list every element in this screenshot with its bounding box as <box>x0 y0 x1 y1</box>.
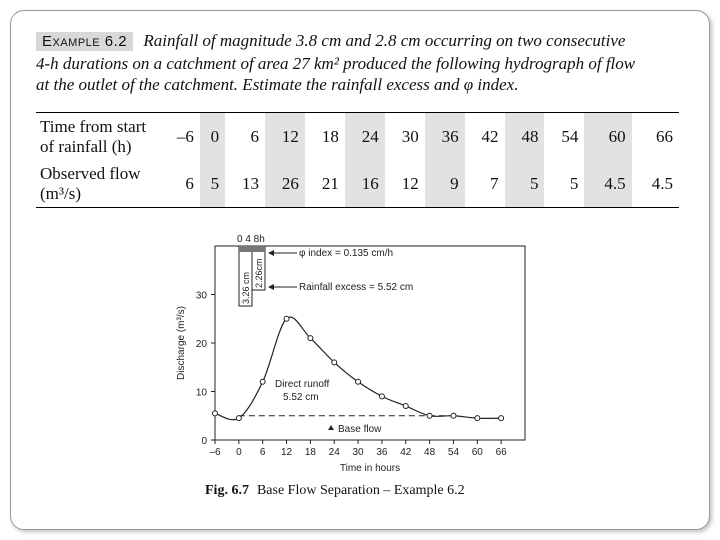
y-tick-label: 30 <box>195 290 207 302</box>
time-cell: 6 <box>250 126 259 146</box>
x-tick-label: 30 <box>352 447 364 458</box>
row-header-flow-line2: (m³/s) <box>40 183 81 203</box>
time-cell: 30 <box>401 126 419 146</box>
data-point <box>332 360 337 365</box>
data-point <box>236 416 241 421</box>
data-point <box>451 413 456 418</box>
data-table <box>36 112 679 208</box>
data-point <box>284 316 289 321</box>
data-point <box>499 416 504 421</box>
phi-index-label: φ index = 0.135 cm/h <box>299 248 394 259</box>
x-tick-label: 66 <box>495 447 507 458</box>
x-tick-label: –6 <box>209 447 221 458</box>
data-point <box>356 379 361 384</box>
x-tick-label: 12 <box>280 447 293 458</box>
data-point <box>260 379 265 384</box>
flow-cell: 16 <box>345 160 385 207</box>
flow-cell: 4.5 <box>584 160 631 207</box>
direct-runoff-label-2: 5.52 cm <box>283 392 319 403</box>
phi-arrow-head <box>268 250 274 256</box>
x-tick-label: 42 <box>400 447 412 458</box>
example-text-line-3: at the outlet of the catchment. Estimate the rainfall excess and φ index. <box>36 75 519 94</box>
x-axis-label: Time in hours <box>339 463 401 474</box>
bar1-depth-label: 3.26 cm <box>241 271 251 304</box>
data-point <box>379 394 384 399</box>
row-header-time-line2: of rainfall (h) <box>40 136 132 156</box>
flow-cell: 21 <box>321 173 339 193</box>
example-label: Example 6.2 <box>36 32 133 51</box>
data-point <box>403 404 408 409</box>
base-flow-marker <box>328 425 334 430</box>
flow-cell: 5 <box>569 173 579 193</box>
flow-cell: 6 <box>185 173 194 193</box>
table-row-time <box>36 113 679 160</box>
flow-cell: 13 <box>242 173 259 193</box>
time-cell: 66 <box>656 126 673 146</box>
base-flow-label: Base flow <box>338 424 382 435</box>
time-cell: 42 <box>481 126 499 146</box>
table-row-flow <box>36 160 679 207</box>
example-text-line-1: Rainfall of magnitude 3.8 cm and 2.8 cm occurring on two consecutive <box>143 31 626 50</box>
figure-number: Fig. 6.7 <box>205 483 249 498</box>
time-cell: –6 <box>176 126 194 146</box>
time-cell: 24 <box>345 113 385 160</box>
flow-cell: 9 <box>425 160 465 207</box>
time-cell: 54 <box>561 126 579 146</box>
flow-cell: 7 <box>490 173 499 193</box>
y-axis-label: Discharge (m³/s) <box>176 306 187 380</box>
flow-cell: 4.5 <box>651 173 673 193</box>
flow-cell: 5 <box>200 160 225 207</box>
row-header-flow-line1: Observed flow <box>40 163 141 183</box>
flow-cell: 26 <box>265 160 305 207</box>
row-header-time-line1: Time from start <box>40 116 147 136</box>
hydrograph-curve <box>215 317 501 420</box>
y-tick-label: 20 <box>195 339 207 350</box>
row-header-time <box>36 113 160 160</box>
data-point <box>213 411 218 416</box>
time-cell: 60 <box>584 113 631 160</box>
y-tick-label: 0 <box>201 436 207 447</box>
x-tick-label: 6 <box>259 447 266 458</box>
row-header-flow <box>36 160 160 207</box>
figure-title: Base Flow Separation – Example 6.2 <box>256 483 465 498</box>
top-time-axis: 0 4 8h <box>237 234 265 245</box>
x-tick-label: 60 <box>471 447 483 458</box>
bar2-depth-label: 2.26cm <box>254 258 264 288</box>
flow-cell: 12 <box>401 173 419 193</box>
example-text-line-2: 4-h durations on a catchment of area 27 km² produced the following hydrograph of flow <box>36 53 636 73</box>
excess-arrow-head <box>268 284 274 290</box>
time-cell: 18 <box>321 126 339 146</box>
data-point <box>475 416 480 421</box>
x-tick-label: 54 <box>447 447 460 458</box>
flow-cell: 5 <box>505 160 545 207</box>
time-cell: 48 <box>505 113 545 160</box>
data-point <box>427 413 432 418</box>
direct-runoff-label-1: Direct runoff <box>275 379 330 390</box>
time-cell: 0 <box>200 113 225 160</box>
x-tick-label: 36 <box>376 447 388 458</box>
time-cell: 36 <box>425 113 465 160</box>
y-tick-label: 10 <box>195 387 207 399</box>
phi-loss-hatch <box>239 246 265 252</box>
x-tick-label: 0 <box>236 447 242 458</box>
time-cell: 12 <box>265 113 305 160</box>
example-paragraph <box>36 30 686 96</box>
x-tick-label: 24 <box>328 447 340 458</box>
rainfall-excess-label: Rainfall excess = 5.52 cm <box>299 282 414 293</box>
x-tick-label: 18 <box>304 447 316 458</box>
data-point <box>308 336 313 341</box>
figure-caption <box>205 483 465 499</box>
x-tick-label: 48 <box>424 447 436 458</box>
